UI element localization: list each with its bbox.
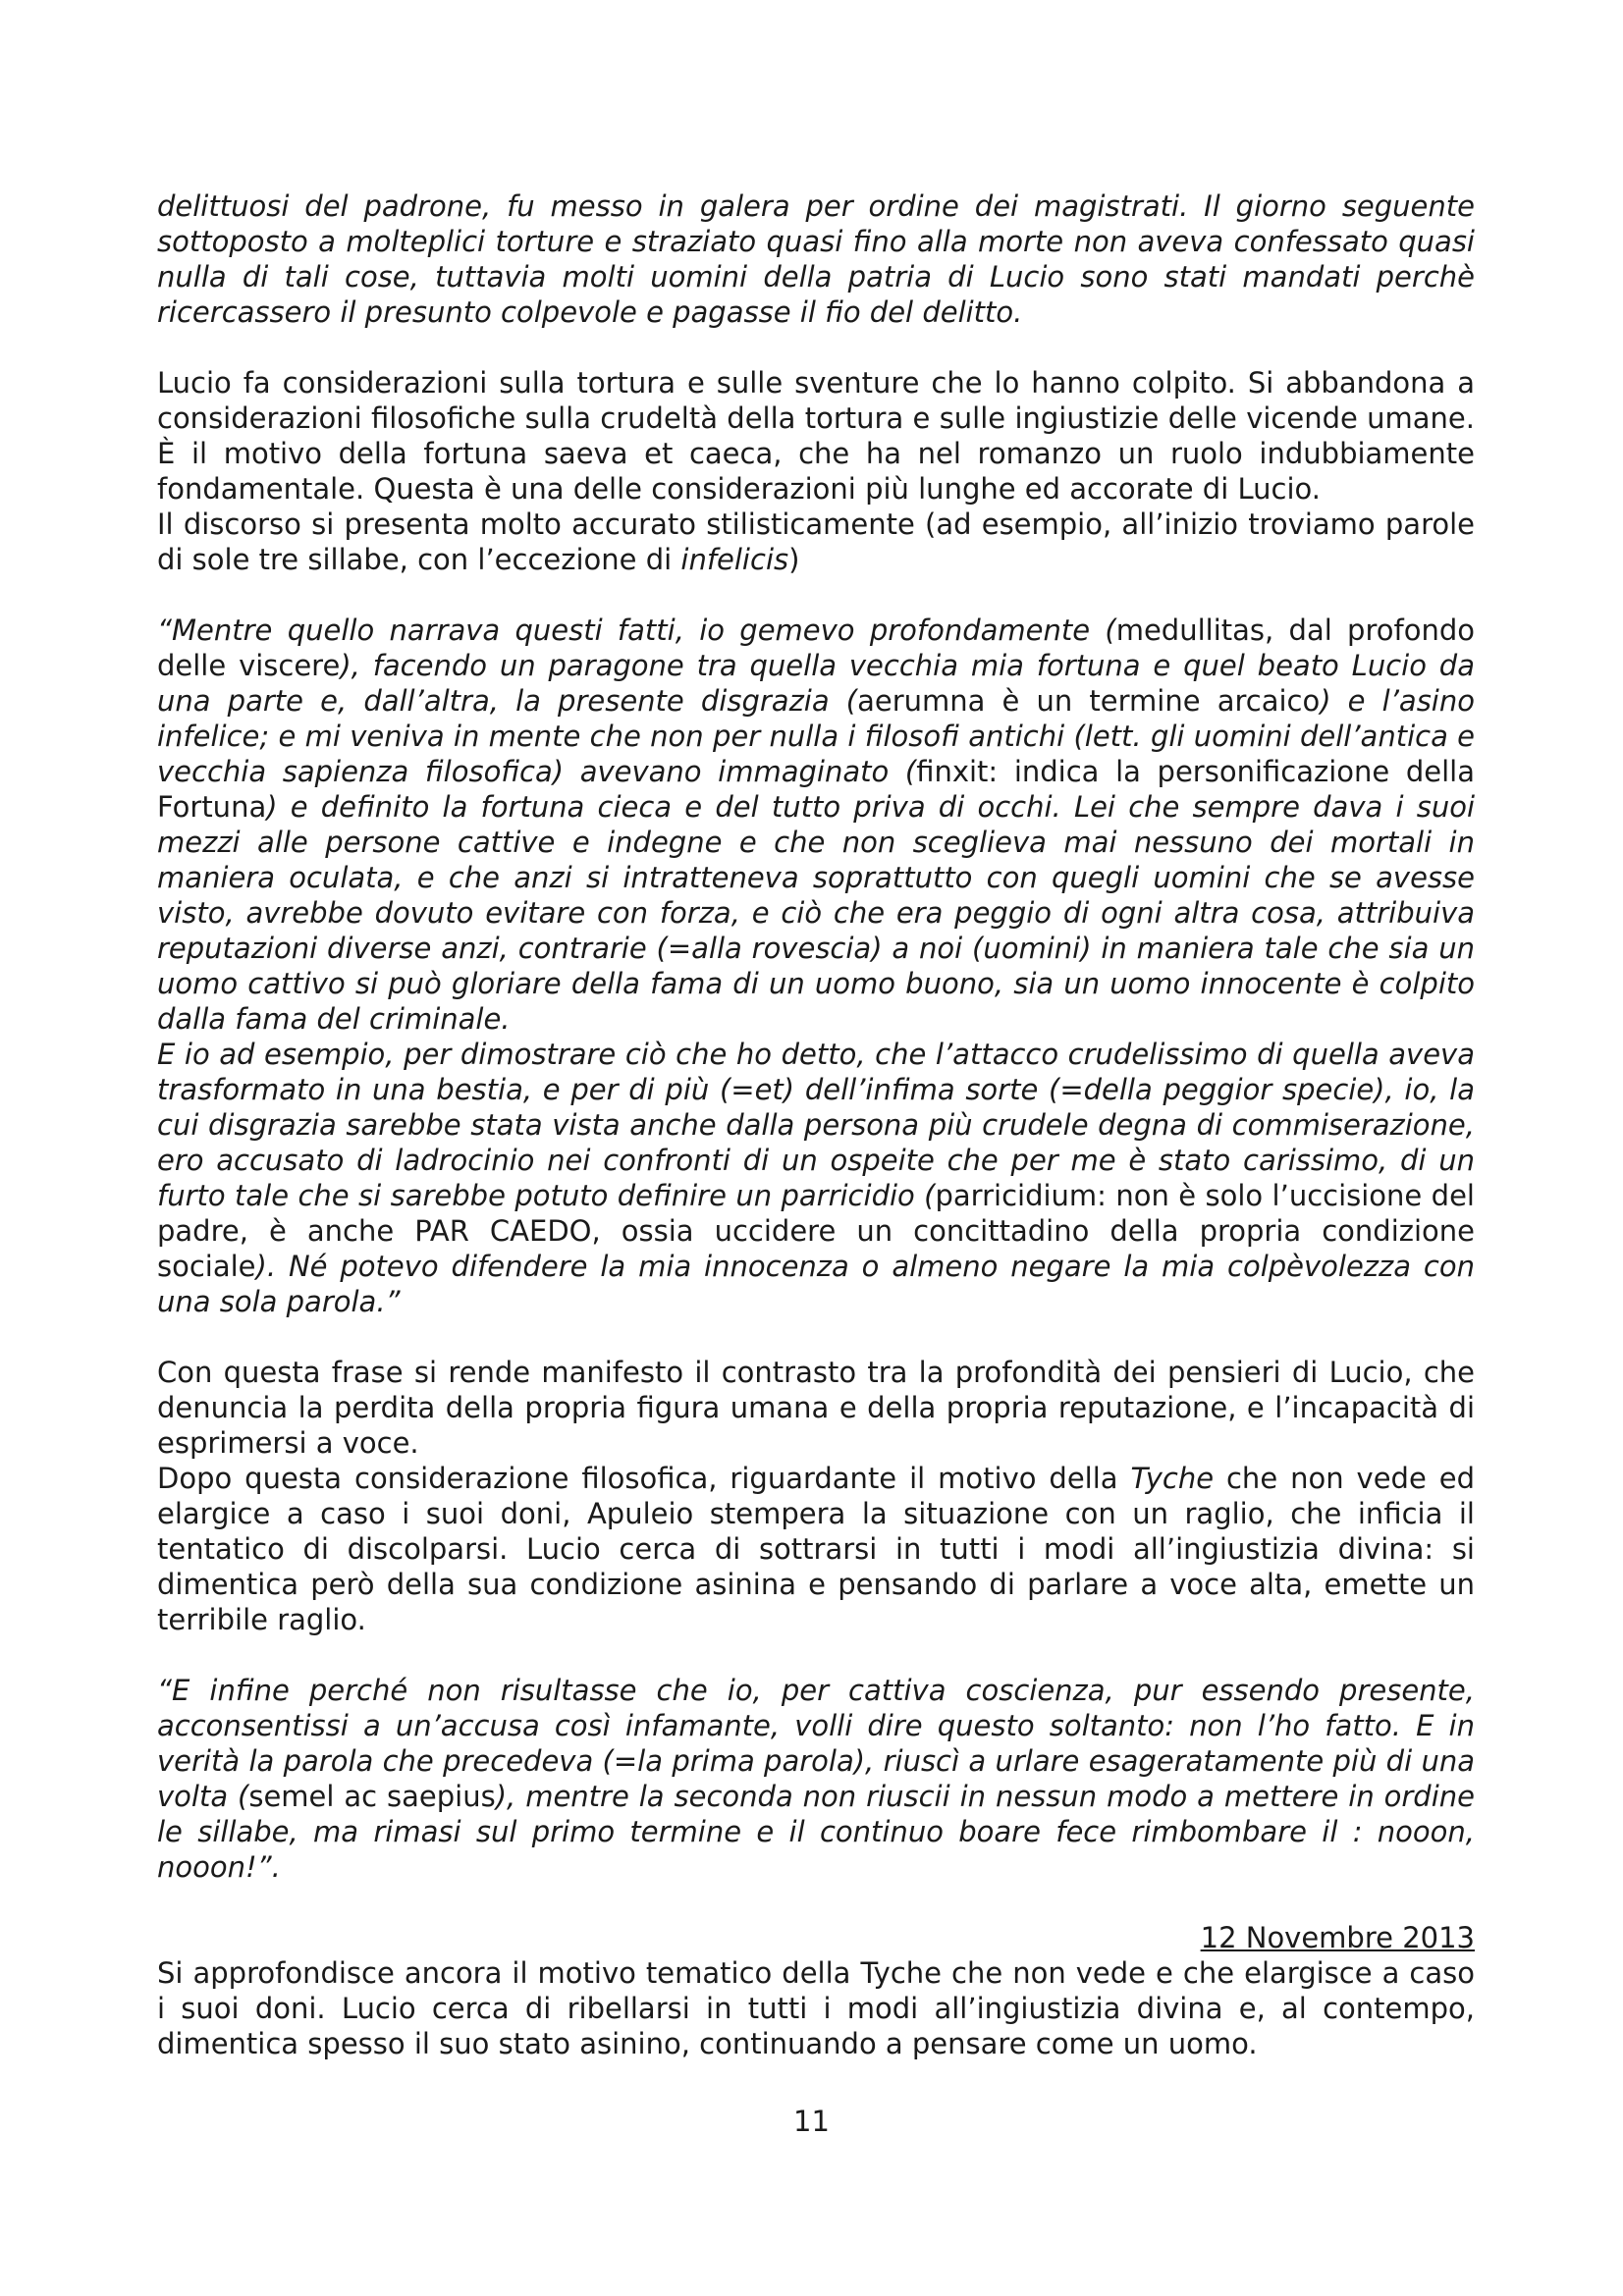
paragraph-3-emphasis: infelicis: [680, 543, 789, 576]
quote-3-part: ), mentre la seconda non riuscii in nessun modo a mettere in ordine le sillabe, ma rimasi sul primo termine e il continuo boare fece rimbombare il : nooon, nooon!”.: [157, 1780, 1475, 1884]
quote-1-part: “Mentre quello narrava questi fatti, io gemevo profondamente (: [157, 614, 1116, 647]
paragraph-5: [157, 1461, 1475, 1637]
quote-1: [157, 613, 1475, 1037]
paragraph-2: Lucio fa considerazioni sulla tortura e sulle sventure che lo hanno colpito. Si abbandona a considerazioni filosofiche sulla crudeltà della tortura e sulle ingiustizie delle vicende umane. È il motivo della fortuna saeva et caeca, che ha nel romanzo un ruolo indubbiamente fondamentale. Questa è una delle considerazioni più lunghe ed accorate di Lucio.: [157, 366, 1475, 506]
date-heading: 12 Novembre 2013: [1200, 1921, 1475, 1954]
quote-1-part: ) e l’asino infelice; e mi veniva in mente che non per nulla i filosofi antichi (lett. gli uomini dell’antica e vecchia sapienza filosofica) avevano immaginato (: [157, 684, 1475, 788]
spacer: [157, 577, 1475, 613]
spacer: [157, 1885, 1475, 1920]
paragraph-6: Si approfondisce ancora il motivo tematico della Tyche che non vede e che elargisce a caso i suoi doni. Lucio cerca di ribellarsi in tutti i modi all’ingiustizia divina e, al contempo, dimentica spesso il suo stato asinino, continuando a pensare come un uomo.: [157, 1956, 1475, 2060]
paragraph-5-text: che non vede ed elargice a caso i suoi doni, Apuleio stempera la situazione con un raglio, che inficia il tentatico di discolparsi. Lucio cerca di sottrarsi in tutti i modi all’ingiustizia divina: si dimentica però della sua condizione asinina e pensando di parlare a voce alta, emette un terribile raglio.: [157, 1462, 1476, 1636]
paragraph-3-end: ): [788, 543, 800, 576]
spacer: [157, 1637, 1475, 1673]
quote-1-part: ) e definito la fortuna cieca e del tutto priva di occhi. Lei che sempre dava i suoi mezzi alle persone cattive e indegne e che non sceglieva mai nessuno dei mortali in maniera oculata, e che anzi si intratteneva soprattutto con quegli uomini che se avesse visto, avrebbe dovuto evitare con forza, e ciò che era peggio di ogni altra cosa, attribuiva reputazioni diverse anzi, contrarie (=alla rovescia) a noi (uomini) in maniera tale che sia un uomo cattivo si può gloriare della fama di un uomo buono, sia un uomo innocente è colpito dalla fama del criminale.: [157, 790, 1475, 1036]
paragraph-4: Con questa frase si rende manifesto il contrasto tra la profondità dei pensieri di Lucio, che denuncia la perdita della propria figura umana e della propria reputazione, e l’incapacità di esprimersi a voce.: [157, 1356, 1475, 1460]
quote-3-part: “E infine perché non risultasse che io, per cattiva coscienza, pur essendo presente, acconsentissi a un’accusa così infamante, volli dire questo soltanto: non l’ho fatto. E in verità la parola che precedeva (=la prima parola), riuscì a urlare esageratamente più di una volta (: [157, 1674, 1475, 1813]
quote-2-gloss: parricidium: non è solo l’uccisione del padre, è anche PAR CAEDO, ossia uccidere un concittadino della propria condizione sociale: [157, 1179, 1475, 1283]
paragraph-5-emphasis: Tyche: [1130, 1462, 1215, 1495]
page-number: 11: [793, 2105, 830, 2138]
spacer: [157, 330, 1475, 365]
paragraph-1: delittuosi del padrone, fu messo in galera per ordine dei magistrati. Il giorno seguente sottoposto a molteplici torture e straziato quasi fino alla morte non aveva confessato quasi nulla di tali cose, tuttavia molti uomini della patria di Lucio sono stati mandati perchè ricercassero il presunto colpevole e pagasse il fio del delitto.: [157, 189, 1475, 329]
quote-1-gloss: aerumna è un termine arcaico: [857, 684, 1321, 718]
quote-3-gloss: semel ac saepius: [248, 1780, 496, 1813]
quote-3: [157, 1673, 1475, 1885]
paragraph-3-text: Il discorso si presenta molto accurato stilisticamente (ad esempio, all’inizio troviamo parole di sole tre sillabe, con l’eccezione di: [157, 507, 1475, 576]
paragraph-5-text: Dopo questa considerazione filosofica, riguardante il motivo della: [157, 1462, 1131, 1495]
spacer: [157, 1319, 1475, 1355]
quote-2-part: ). Né potevo difendere la mia innocenza o almeno negare la mia colpèvolezza con una sola parola.”: [157, 1250, 1475, 1318]
quote-1-part: ), facendo un paragone tra quella vecchia mia fortuna e quel beato Lucio da una parte e, dall’altra, la presente disgrazia (: [157, 649, 1475, 718]
quote-1-gloss: medullitas, dal profondo delle viscere: [157, 614, 1475, 682]
quote-2-part: E io ad esempio, per dimostrare ciò che ho detto, che l’attacco crudelissimo di quella aveva trasformato in una bestia, e per di più (=et) dell’infima sorte (=della peggior specie), io, la cui disgrazia sarebbe stata vista anche dalla persona più crudele degna di commiserazione, ero accusato di ladrocinio nei confronti di un ospeite che per me è stato carissimo, di un furto tale che si sarebbe potuto definire un parricidio (: [157, 1038, 1475, 1212]
quote-1-gloss: finxit: indica la personificazione della Fortuna: [157, 755, 1475, 824]
quote-2: [157, 1037, 1475, 1319]
paragraph-3: [157, 507, 1475, 577]
page-body: [157, 188, 1475, 2061]
